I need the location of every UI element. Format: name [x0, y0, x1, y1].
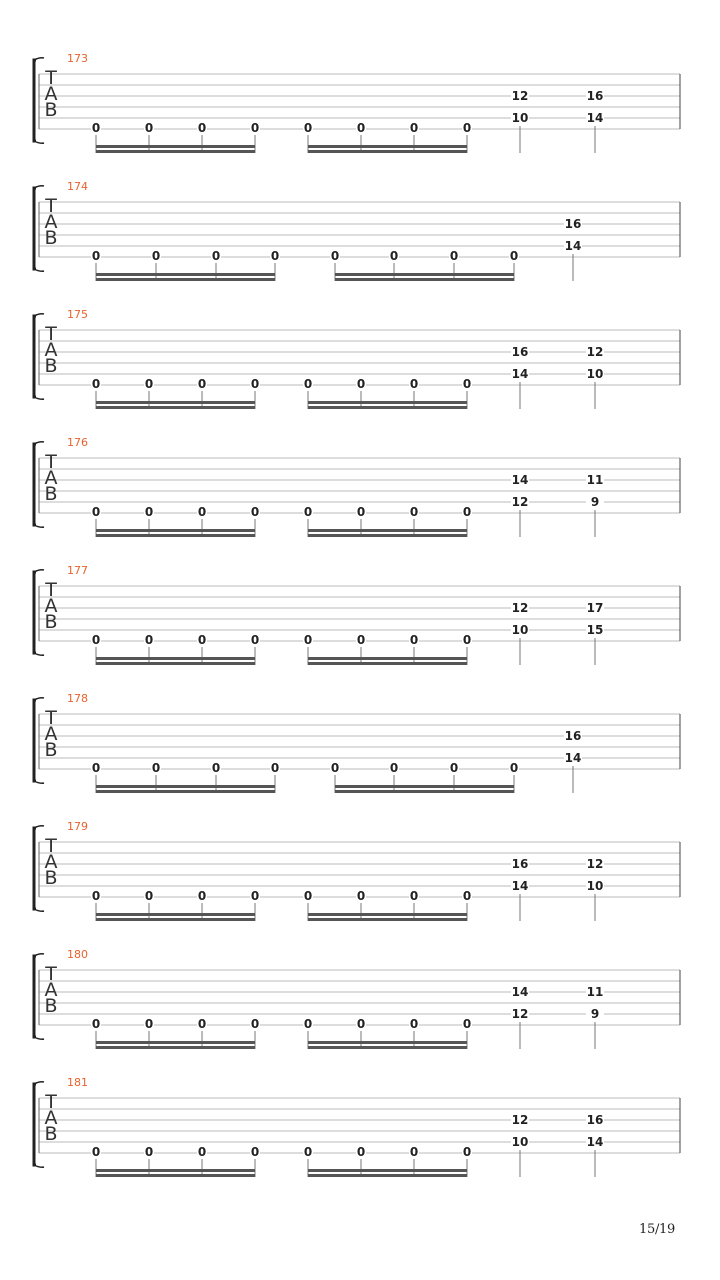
- tab-clef-letter: B: [44, 995, 58, 1017]
- beam: [308, 662, 467, 665]
- beam: [308, 401, 467, 404]
- chord-fret-top: 16: [511, 345, 529, 359]
- fret-number: 0: [250, 505, 260, 519]
- fret-number: 0: [250, 1017, 260, 1031]
- fret-number: 0: [144, 1145, 154, 1159]
- chord-fret-bottom: 14: [511, 367, 529, 381]
- tab-clef-letter: B: [44, 99, 58, 121]
- fret-number: 0: [91, 505, 101, 519]
- fret-number: 0: [211, 761, 221, 775]
- page-number: 15/19: [639, 1222, 675, 1237]
- fret-number: 0: [91, 889, 101, 903]
- measure-number: 179: [67, 820, 88, 833]
- fret-number: 0: [449, 249, 459, 263]
- fret-number: 0: [250, 121, 260, 135]
- beam: [308, 913, 467, 916]
- tab-clef-letter: T: [45, 195, 57, 217]
- chord-fret-bottom: 9: [590, 1007, 600, 1021]
- bracket-hook-bottom: [34, 653, 44, 655]
- beam: [96, 790, 275, 793]
- tab-system: [34, 564, 680, 665]
- system-bracket: [34, 956, 36, 1037]
- fret-number: 0: [409, 1017, 419, 1031]
- chord-fret-top: 12: [511, 601, 529, 615]
- beam: [96, 657, 255, 660]
- system-bracket: [34, 60, 36, 141]
- fret-number: 0: [197, 1017, 207, 1031]
- fret-number: 0: [409, 377, 419, 391]
- measure-number: 176: [67, 436, 88, 449]
- bracket-hook-top: [34, 570, 44, 572]
- fret-number: 0: [356, 377, 366, 391]
- beam: [335, 785, 514, 788]
- beam: [96, 529, 255, 532]
- tab-clef-letter: B: [44, 739, 58, 761]
- bracket-hook-top: [34, 954, 44, 956]
- fret-number: 0: [144, 377, 154, 391]
- fret-number: 0: [462, 633, 472, 647]
- measure-number: 181: [67, 1076, 88, 1089]
- beam: [96, 273, 275, 276]
- fret-number: 0: [91, 249, 101, 263]
- fret-number: 0: [509, 249, 519, 263]
- fret-number: 0: [151, 761, 161, 775]
- beam: [96, 785, 275, 788]
- fret-number: 0: [91, 121, 101, 135]
- bracket-hook-bottom: [34, 525, 44, 527]
- tab-system: [34, 436, 680, 537]
- beam: [308, 1041, 467, 1044]
- beam: [96, 1169, 255, 1172]
- fret-number: 0: [409, 633, 419, 647]
- fret-number: 0: [462, 1017, 472, 1031]
- tab-clef-letter: B: [44, 867, 58, 889]
- tab-system: [34, 308, 680, 409]
- chord-fret-bottom: 10: [511, 623, 529, 637]
- fret-number: 0: [144, 1017, 154, 1031]
- fret-number: 0: [509, 761, 519, 775]
- tab-clef-letter: A: [44, 83, 58, 105]
- bracket-hook-top: [34, 58, 44, 60]
- chord-fret-bottom: 10: [586, 367, 604, 381]
- beam: [96, 401, 255, 404]
- beam: [96, 1046, 255, 1049]
- system-bracket: [34, 188, 36, 269]
- fret-number: 0: [303, 505, 313, 519]
- fret-number: 0: [197, 121, 207, 135]
- fret-number: 0: [409, 505, 419, 519]
- fret-number: 0: [211, 249, 221, 263]
- bracket-hook-top: [34, 442, 44, 444]
- fret-number: 0: [303, 121, 313, 135]
- beam: [335, 273, 514, 276]
- fret-number: 0: [303, 377, 313, 391]
- beam: [308, 918, 467, 921]
- chord-fret-top: 17: [586, 601, 604, 615]
- chord-fret-top: 11: [586, 985, 604, 999]
- tab-clef-letter: T: [45, 323, 57, 345]
- bracket-hook-top: [34, 186, 44, 188]
- tab-clef-letter: A: [44, 467, 58, 489]
- bracket-hook-bottom: [34, 269, 44, 271]
- beam: [96, 662, 255, 665]
- fret-number: 0: [270, 761, 280, 775]
- tab-clef-letter: A: [44, 979, 58, 1001]
- beam: [96, 1174, 255, 1177]
- fret-number: 0: [270, 249, 280, 263]
- fret-number: 0: [151, 249, 161, 263]
- tab-clef-letter: A: [44, 211, 58, 233]
- tab-clef-letter: T: [45, 67, 57, 89]
- chord-fret-bottom: 12: [511, 1007, 529, 1021]
- beam: [96, 145, 255, 148]
- fret-number: 0: [91, 1017, 101, 1031]
- measure-number: 177: [67, 564, 88, 577]
- tab-clef-letter: B: [44, 1123, 58, 1145]
- measure-number: 178: [67, 692, 88, 705]
- beam: [96, 534, 255, 537]
- tab-system: [34, 52, 680, 153]
- system-bracket: [34, 444, 36, 525]
- tab-clef-letter: A: [44, 339, 58, 361]
- fret-number: 0: [197, 633, 207, 647]
- chord-fret-top: 12: [511, 89, 529, 103]
- tab-clef-letter: T: [45, 707, 57, 729]
- fret-number: 0: [462, 377, 472, 391]
- measure-number: 180: [67, 948, 88, 961]
- fret-number: 0: [91, 377, 101, 391]
- chord-fret-top: 12: [511, 1113, 529, 1127]
- fret-number: 0: [144, 889, 154, 903]
- fret-number: 0: [389, 249, 399, 263]
- chord-fret-bottom: 10: [586, 879, 604, 893]
- beam: [308, 1046, 467, 1049]
- chord-fret-bottom: 14: [511, 879, 529, 893]
- beam: [308, 145, 467, 148]
- fret-number: 0: [250, 1145, 260, 1159]
- tab-system: [34, 948, 680, 1049]
- beam: [308, 1174, 467, 1177]
- tab-clef-letter: B: [44, 611, 58, 633]
- tab-clef-letter: T: [45, 1091, 57, 1113]
- beam: [335, 790, 514, 793]
- beam: [335, 278, 514, 281]
- fret-number: 0: [409, 1145, 419, 1159]
- chord-fret-top: 16: [586, 1113, 604, 1127]
- bracket-hook-top: [34, 1082, 44, 1084]
- fret-number: 0: [356, 1145, 366, 1159]
- fret-number: 0: [449, 761, 459, 775]
- bracket-hook-top: [34, 826, 44, 828]
- fret-number: 0: [91, 633, 101, 647]
- chord-fret-bottom: 10: [511, 111, 529, 125]
- tab-clef-letter: A: [44, 851, 58, 873]
- chord-fret-top: 16: [564, 217, 582, 231]
- bracket-hook-bottom: [34, 909, 44, 911]
- fret-number: 0: [197, 1145, 207, 1159]
- fret-number: 0: [197, 505, 207, 519]
- fret-number: 0: [389, 761, 399, 775]
- system-bracket: [34, 316, 36, 397]
- chord-fret-bottom: 14: [586, 1135, 604, 1149]
- chord-fret-top: 14: [511, 985, 529, 999]
- bracket-hook-bottom: [34, 397, 44, 399]
- beam: [308, 150, 467, 153]
- chord-fret-bottom: 15: [586, 623, 604, 637]
- bracket-hook-top: [34, 698, 44, 700]
- chord-fret-bottom: 12: [511, 495, 529, 509]
- beam: [308, 534, 467, 537]
- chord-fret-bottom: 10: [511, 1135, 529, 1149]
- tab-clef-letter: T: [45, 963, 57, 985]
- beam: [96, 913, 255, 916]
- fret-number: 0: [462, 505, 472, 519]
- fret-number: 0: [91, 761, 101, 775]
- fret-number: 0: [144, 505, 154, 519]
- beam: [308, 657, 467, 660]
- fret-number: 0: [197, 889, 207, 903]
- beam: [96, 150, 255, 153]
- tab-clef-letter: B: [44, 227, 58, 249]
- fret-number: 0: [91, 1145, 101, 1159]
- fret-number: 0: [356, 505, 366, 519]
- beam: [308, 406, 467, 409]
- chord-fret-top: 16: [564, 729, 582, 743]
- chord-fret-top: 14: [511, 473, 529, 487]
- tab-clef-letter: B: [44, 355, 58, 377]
- chord-fret-bottom: 14: [564, 239, 582, 253]
- fret-number: 0: [303, 889, 313, 903]
- fret-number: 0: [409, 121, 419, 135]
- tab-clef-letter: T: [45, 579, 57, 601]
- tab-clef-letter: A: [44, 1107, 58, 1129]
- bracket-hook-bottom: [34, 1037, 44, 1039]
- measure-number: 175: [67, 308, 88, 321]
- chord-fret-top: 11: [586, 473, 604, 487]
- tab-clef-letter: A: [44, 595, 58, 617]
- beam: [308, 529, 467, 532]
- tab-system: [34, 820, 680, 921]
- system-bracket: [34, 828, 36, 909]
- fret-number: 0: [356, 121, 366, 135]
- fret-number: 0: [303, 1017, 313, 1031]
- tab-clef-letter: B: [44, 483, 58, 505]
- fret-number: 0: [356, 1017, 366, 1031]
- measure-number: 173: [67, 52, 88, 65]
- fret-number: 0: [462, 889, 472, 903]
- chord-fret-bottom: 14: [586, 111, 604, 125]
- fret-number: 0: [250, 889, 260, 903]
- fret-number: 0: [330, 761, 340, 775]
- chord-fret-bottom: 14: [564, 751, 582, 765]
- bracket-hook-bottom: [34, 781, 44, 783]
- tab-system: [34, 692, 680, 793]
- fret-number: 0: [250, 377, 260, 391]
- tab-clef-letter: A: [44, 723, 58, 745]
- chord-fret-top: 12: [586, 857, 604, 871]
- tab-clef-letter: T: [45, 835, 57, 857]
- chord-fret-top: 16: [586, 89, 604, 103]
- chord-fret-top: 16: [511, 857, 529, 871]
- tab-clef-letter: T: [45, 451, 57, 473]
- system-bracket: [34, 700, 36, 781]
- bracket-hook-bottom: [34, 1165, 44, 1167]
- bracket-hook-bottom: [34, 141, 44, 143]
- fret-number: 0: [356, 889, 366, 903]
- fret-number: 0: [409, 889, 419, 903]
- chord-fret-bottom: 9: [590, 495, 600, 509]
- tab-system: [34, 180, 680, 281]
- beam: [96, 278, 275, 281]
- beam: [308, 1169, 467, 1172]
- fret-number: 0: [144, 121, 154, 135]
- fret-number: 0: [462, 1145, 472, 1159]
- fret-number: 0: [330, 249, 340, 263]
- fret-number: 0: [250, 633, 260, 647]
- fret-number: 0: [144, 633, 154, 647]
- tab-system: [34, 1076, 680, 1177]
- fret-number: 0: [356, 633, 366, 647]
- fret-number: 0: [197, 377, 207, 391]
- beam: [96, 918, 255, 921]
- system-bracket: [34, 1084, 36, 1165]
- fret-number: 0: [303, 1145, 313, 1159]
- system-bracket: [34, 572, 36, 653]
- fret-number: 0: [462, 121, 472, 135]
- fret-number: 0: [303, 633, 313, 647]
- measure-number: 174: [67, 180, 88, 193]
- beam: [96, 1041, 255, 1044]
- chord-fret-top: 12: [586, 345, 604, 359]
- beam: [96, 406, 255, 409]
- bracket-hook-top: [34, 314, 44, 316]
